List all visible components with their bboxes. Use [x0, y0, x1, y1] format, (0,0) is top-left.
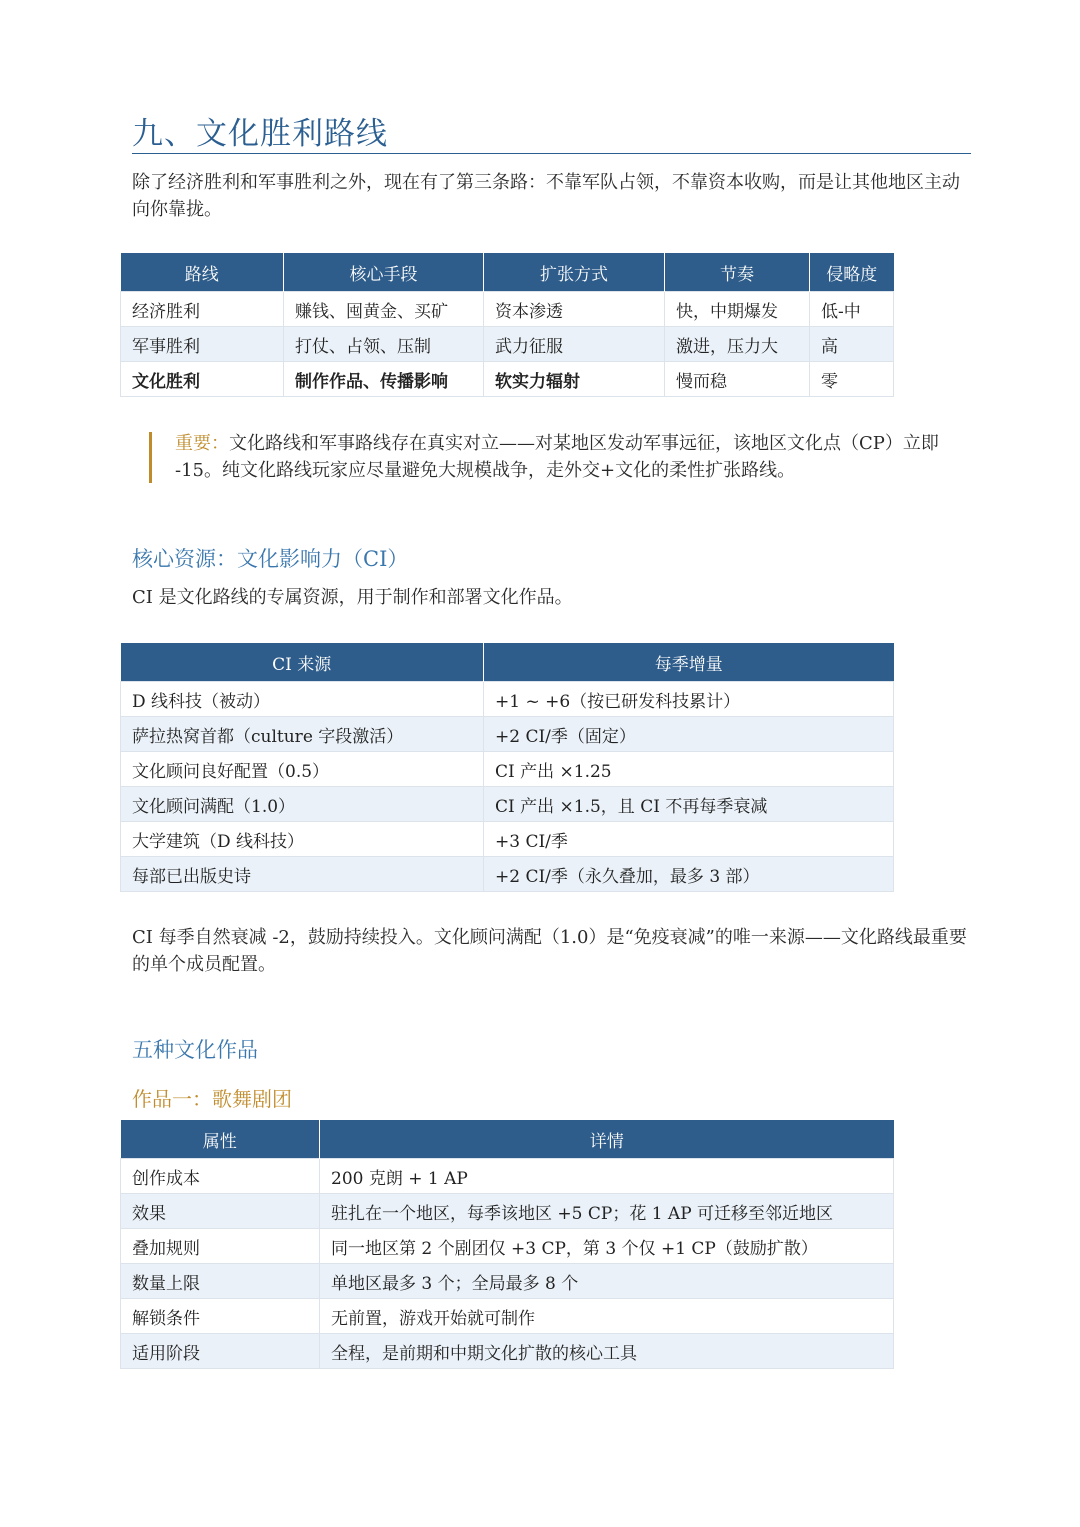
table-cell: 军事胜利: [121, 327, 284, 362]
table-cell: 慢而稳: [665, 362, 810, 397]
table-cell: 文化顾问满配（1.0）: [121, 787, 484, 822]
table-row: [121, 292, 894, 327]
table-row: [121, 327, 894, 362]
table-cell: 高: [810, 327, 894, 362]
work1-heading: 作品一：歌舞剧团: [132, 1087, 292, 1111]
table-cell: 激进，压力大: [665, 327, 810, 362]
table-cell: 200 克朗 + 1 AP: [320, 1159, 894, 1194]
table-header-row: [121, 253, 894, 292]
table-cell: 适用阶段: [121, 1334, 320, 1369]
table-row: [121, 362, 894, 397]
table-row: [121, 1299, 894, 1334]
table-header-row: [121, 643, 894, 682]
callout-text: 文化路线和军事路线存在真实对立——对某地区发动军事远征，该地区文化点（CP）立即 -15。纯文化路线玩家应尽量避免大规模战争，走外交+文化的柔性扩张路线。: [175, 433, 939, 481]
callout-accent-bar: [149, 432, 152, 483]
section-title: 九、文化胜利路线: [132, 116, 388, 152]
ci-heading: 核心资源：文化影响力（CI）: [132, 547, 409, 571]
table-cell: 资本渗透: [484, 292, 665, 327]
table-header-cell: 节奏: [665, 253, 810, 292]
table-cell: 经济胜利: [121, 292, 284, 327]
table-cell: +1 ~ +6（按已研发科技累计）: [484, 682, 894, 717]
table-cell: 武力征服: [484, 327, 665, 362]
table-cell: 零: [810, 362, 894, 397]
table-cell: CI 产出 ×1.25: [484, 752, 894, 787]
table-header-cell: 核心手段: [284, 253, 484, 292]
callout-lead: 重要：: [175, 433, 229, 454]
table-row: [121, 1334, 894, 1369]
table-cell: 文化胜利: [121, 362, 284, 397]
table-header-cell: 每季增量: [484, 643, 894, 682]
table-cell: 驻扎在一个地区，每季该地区 +5 CP；花 1 AP 可迁移至邻近地区: [320, 1194, 894, 1229]
table-cell: +2 CI/季（永久叠加，最多 3 部）: [484, 857, 894, 892]
routes-table: [120, 253, 894, 397]
table-row: [121, 717, 894, 752]
table-cell: 赚钱、囤黄金、买矿: [284, 292, 484, 327]
table-row: [121, 822, 894, 857]
table-header-cell: 侵略度: [810, 253, 894, 292]
table-header-cell: 详情: [320, 1120, 894, 1159]
table-cell: 数量上限: [121, 1264, 320, 1299]
title-underline: [132, 153, 971, 154]
table-cell: 文化顾问良好配置（0.5）: [121, 752, 484, 787]
table-cell: 软实力辐射: [484, 362, 665, 397]
important-callout: [175, 430, 975, 484]
table-cell: 萨拉热窝首都（culture 字段激活）: [121, 717, 484, 752]
table-cell: 快，中期爆发: [665, 292, 810, 327]
table-cell: 全程，是前期和中期文化扩散的核心工具: [320, 1334, 894, 1369]
table-cell: 创作成本: [121, 1159, 320, 1194]
table-cell: 同一地区第 2 个剧团仅 +3 CP，第 3 个仅 +1 CP（鼓励扩散）: [320, 1229, 894, 1264]
table-cell: 效果: [121, 1194, 320, 1229]
table-header-cell: 属性: [121, 1120, 320, 1159]
table-row: [121, 857, 894, 892]
table-cell: +3 CI/季: [484, 822, 894, 857]
table-row: [121, 1229, 894, 1264]
table-cell: 无前置，游戏开始就可制作: [320, 1299, 894, 1334]
table-cell: 叠加规则: [121, 1229, 320, 1264]
table-row: [121, 752, 894, 787]
table-cell: 制作作品、传播影响: [284, 362, 484, 397]
table-row: [121, 682, 894, 717]
table-header-cell: 扩张方式: [484, 253, 665, 292]
table-row: [121, 1194, 894, 1229]
table-cell: 低-中: [810, 292, 894, 327]
table-cell: 每部已出版史诗: [121, 857, 484, 892]
table-row: [121, 1264, 894, 1299]
table-header-cell: CI 来源: [121, 643, 484, 682]
ci-note: CI 每季自然衰减 -2，鼓励持续投入。文化顾问满配（1.0）是“免疫衰减”的唯一来源——文化路线最重要的单个成员配置。: [132, 927, 967, 975]
ci-sources-table: [120, 643, 894, 892]
table-cell: D 线科技（被动）: [121, 682, 484, 717]
table-cell: 单地区最多 3 个；全局最多 8 个: [320, 1264, 894, 1299]
table-row: [121, 1159, 894, 1194]
ci-intro: CI 是文化路线的专属资源，用于制作和部署文化作品。: [132, 587, 573, 608]
table-row: [121, 787, 894, 822]
table-cell: 解锁条件: [121, 1299, 320, 1334]
table-cell: 打仗、占领、压制: [284, 327, 484, 362]
intro-paragraph: 除了经济胜利和军事胜利之外，现在有了第三条路：不靠军队占领，不靠资本收购，而是让其他地区主动向你靠拢。: [132, 172, 960, 220]
work1-table: [120, 1120, 894, 1369]
table-cell: +2 CI/季（固定）: [484, 717, 894, 752]
works-heading: 五种文化作品: [132, 1038, 258, 1062]
table-header-cell: 路线: [121, 253, 284, 292]
table-cell: CI 产出 ×1.5，且 CI 不再每季衰减: [484, 787, 894, 822]
table-cell: 大学建筑（D 线科技）: [121, 822, 484, 857]
table-header-row: [121, 1120, 894, 1159]
